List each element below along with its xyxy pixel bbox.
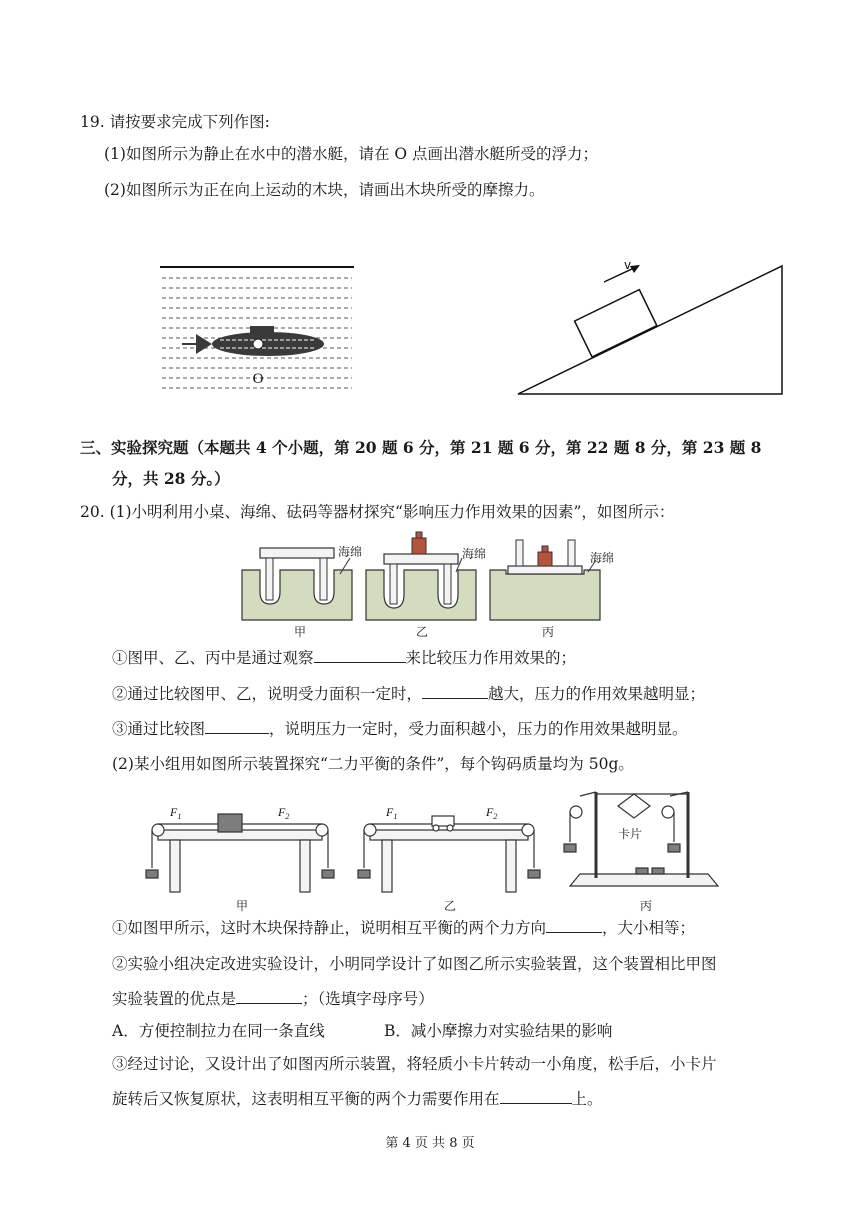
- caption-yi: 乙: [416, 625, 429, 639]
- submarine-figure: [158, 262, 358, 402]
- card-label: 卡片: [618, 827, 643, 841]
- caption-apparatus-bing: 丙: [640, 899, 653, 912]
- page-footer: 第 4 页 共 8 页: [385, 1136, 475, 1151]
- sponge-label-yi: 海绵: [462, 547, 487, 561]
- q20-part2-intro: (2)某小组用如图所示装置探究“二力平衡的条件”，每个钩码质量均为 50g。: [112, 755, 634, 773]
- q20-t2-line1: ②实验小组决定改进实验设计，小明同学设计了如图乙所示实验装置，这个装置相比甲图: [112, 955, 717, 973]
- sponge-yi: [366, 532, 476, 620]
- submarine: [182, 326, 324, 356]
- option-a: A．方便控制拉力在同一条直线: [112, 1022, 325, 1040]
- caption-apparatus-jia: 甲: [236, 899, 249, 912]
- incline-figure: [512, 254, 788, 400]
- q20-part1-intro: 20. (1)小明利用小桌、海绵、砝码等器材探究“影响压力作用效果的因素”，如图所示：: [80, 503, 675, 521]
- sponge-label-jia: 海绵: [338, 545, 363, 559]
- section3-heading: 三、实验探究题（本题共 4 个小题，第 20 题 6 分，第 21 题 6 分，第 22 题 8 分，第 23 题 8: [80, 438, 762, 457]
- q20-s1: ①图甲、乙、丙中是通过观察 来比较压力作用效果的；: [112, 649, 577, 667]
- sponge-label-bing: 海绵: [590, 551, 615, 565]
- q20-t3-line2: 旋转后又恢复原状，这表明相互平衡的两个力需要作用在 上。: [112, 1090, 603, 1108]
- force-label-f1-yi: $F_1$: [386, 805, 398, 821]
- section3-heading-cont: 分，共 28 分。）: [112, 469, 230, 488]
- q20-s3: ③通过比较图 ，说明压力一定时，受力面积越小，压力的作用效果越明显。: [112, 720, 688, 738]
- balance-figure: [140, 782, 730, 912]
- answer-blank-3[interactable]: [205, 719, 269, 734]
- caption-apparatus-yi: 乙: [444, 899, 457, 912]
- sponge-bing: [490, 540, 600, 620]
- q19-title: 19. 请按要求完成下列作图:: [80, 113, 270, 131]
- force-label-f2-yi: $F_2$: [486, 805, 498, 821]
- answer-blank-1[interactable]: [314, 648, 406, 663]
- caption-jia: 甲: [294, 625, 307, 639]
- option-b: B．减小摩擦力对实验结果的影响: [384, 1022, 613, 1040]
- q19-part2: (2)如图所示为正在向上运动的木块，请画出木块所受的摩擦力。: [104, 181, 545, 199]
- apparatus-jia: [146, 814, 334, 892]
- q19-part1: (1)如图所示为静止在水中的潜水艇，请在 O 点画出潜水艇所受的浮力；: [104, 145, 599, 163]
- force-label-f1-jia: $F_1$: [170, 805, 182, 821]
- point-o-label: O: [252, 371, 264, 387]
- force-label-f2-jia: $F_2$: [278, 805, 290, 821]
- sponge-jia: [242, 548, 352, 620]
- q20-t2-line2: 实验装置的优点是 ；（选填字母序号）: [112, 990, 434, 1008]
- answer-blank-5[interactable]: [236, 989, 302, 1004]
- sponge-figure: [238, 530, 622, 640]
- apparatus-yi: [358, 816, 540, 892]
- q20-t3-line1: ③经过讨论，又设计出了如图丙所示装置，将轻质小卡片转动一小角度，松手后，小卡片: [112, 1055, 717, 1073]
- answer-blank-2[interactable]: [422, 684, 488, 699]
- q20-t1: ①如图甲所示，这时木块保持静止，说明相互平衡的两个力方向 ，大小相等；: [112, 919, 696, 937]
- answer-blank-6[interactable]: [500, 1089, 572, 1104]
- velocity-label: v: [624, 258, 632, 272]
- caption-bing: 丙: [542, 625, 555, 639]
- answer-blank-4[interactable]: [546, 918, 602, 933]
- q20-s2: ②通过比较图甲、乙，说明受力面积一定时， 越大，压力的作用效果越明显；: [112, 685, 706, 703]
